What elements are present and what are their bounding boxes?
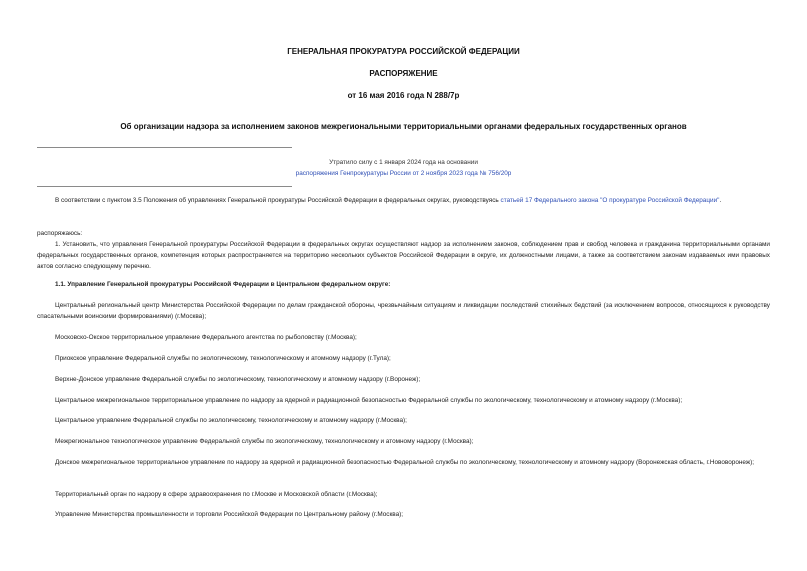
preamble-end: . <box>719 197 722 204</box>
list-item: Территориальный орган по надзору в сфере здравоохранения по г.Москве и Московской области (г.Москва); <box>55 491 378 498</box>
federal-law-link[interactable]: статьей 17 Федерального закона "О прокуратуре Российской Федерации" <box>500 197 720 204</box>
status-note: Утратило силу с 1 января 2024 года на основании <box>329 159 478 166</box>
list-item: Межрегиональное технологическое управление Федеральной службы по экологическому, технологическому и атомному надзору (г.Москва); <box>55 438 474 445</box>
divider-bottom <box>37 186 292 187</box>
divider-top <box>37 147 292 148</box>
item-1-paragraph: 1. Установить, что управления Генеральной прокуратуры Российской Федерации в федеральных округах осуществляют надзор за исполнением законов, соблюдением прав и свобод человека и гражданина территориальными органами федеральных государственных органов, компетенция которых распространяется на территорию нескольких субъектов Российской Федерации в округе, их должностными лицами, а также за соответствием законам издаваемых ими правовых актов согласно следующему перечню. <box>37 241 770 270</box>
list-item: Приокское управление Федеральной службы по экологическому, технологическому и атомному надзору (г.Тула); <box>55 355 391 362</box>
document-date-number: от 16 мая 2016 года N 288/7р <box>347 91 460 100</box>
list-item: Центральный региональный центр Министерства Российской Федерации по делам гражданской обороны, чрезвычайным ситуациям и ликвидации последствий стихийных бедствий (за исключением вопросов, относящихся к руководству спасательными воинскими формированиями) (г.Москва); <box>37 302 770 320</box>
list-item: Московско-Окское территориальное управление Федерального агентства по рыболовству (г.Москва); <box>55 334 357 341</box>
list-item: Центральное межрегиональное территориальное управление по надзору за ядерной и радиационной безопасностью Федеральной службы по экологическому, технологическому и атомному надзору (г.Москва); <box>55 397 683 404</box>
list-item: Центральное управление Федеральной службы по экологическому, технологическому и атомному надзору (г.Москва); <box>55 417 407 424</box>
section-heading: 1.1. Управление Генеральной прокуратуры Российской Федерации в Центральном федеральном округе: <box>55 281 391 288</box>
list-item: Управление Министерства промышленности и торговли Российской Федерации по Центральному району (г.Москва); <box>55 511 404 518</box>
document-title: Об организации надзора за исполнением законов межрегиональными территориальными органами федеральных государственных органов <box>120 122 687 131</box>
list-item: Донское межрегиональное территориальное управление по надзору за ядерной и радиационной безопасностью Федеральной службы по экологическому, технологическому и атомному надзору (Воронежская область, г.Нововоронеж); <box>55 459 755 466</box>
preamble-paragraph <box>37 196 770 207</box>
list-item: Верхне-Донское управление Федеральной службы по экологическому, технологическому и атомному надзору (г.Воронеж); <box>55 376 421 383</box>
preamble-text: В соответствии с пунктом 3.5 Положения об управлениях Генеральной прокуратуры Российской Федерации в федеральных округах, руководствуясь <box>55 197 501 204</box>
status-note-link-line <box>0 168 807 179</box>
repeal-order-link[interactable]: распоряжения Генпрокуратуры России от 2 ноября 2023 года № 756/20р <box>295 170 512 177</box>
decision-word: распоряжаюсь: <box>37 230 83 237</box>
issuing-authority: ГЕНЕРАЛЬНАЯ ПРОКУРАТУРА РОССИЙСКОЙ ФЕДЕРАЦИИ <box>287 47 520 56</box>
document-type: РАСПОРЯЖЕНИЕ <box>369 69 438 78</box>
